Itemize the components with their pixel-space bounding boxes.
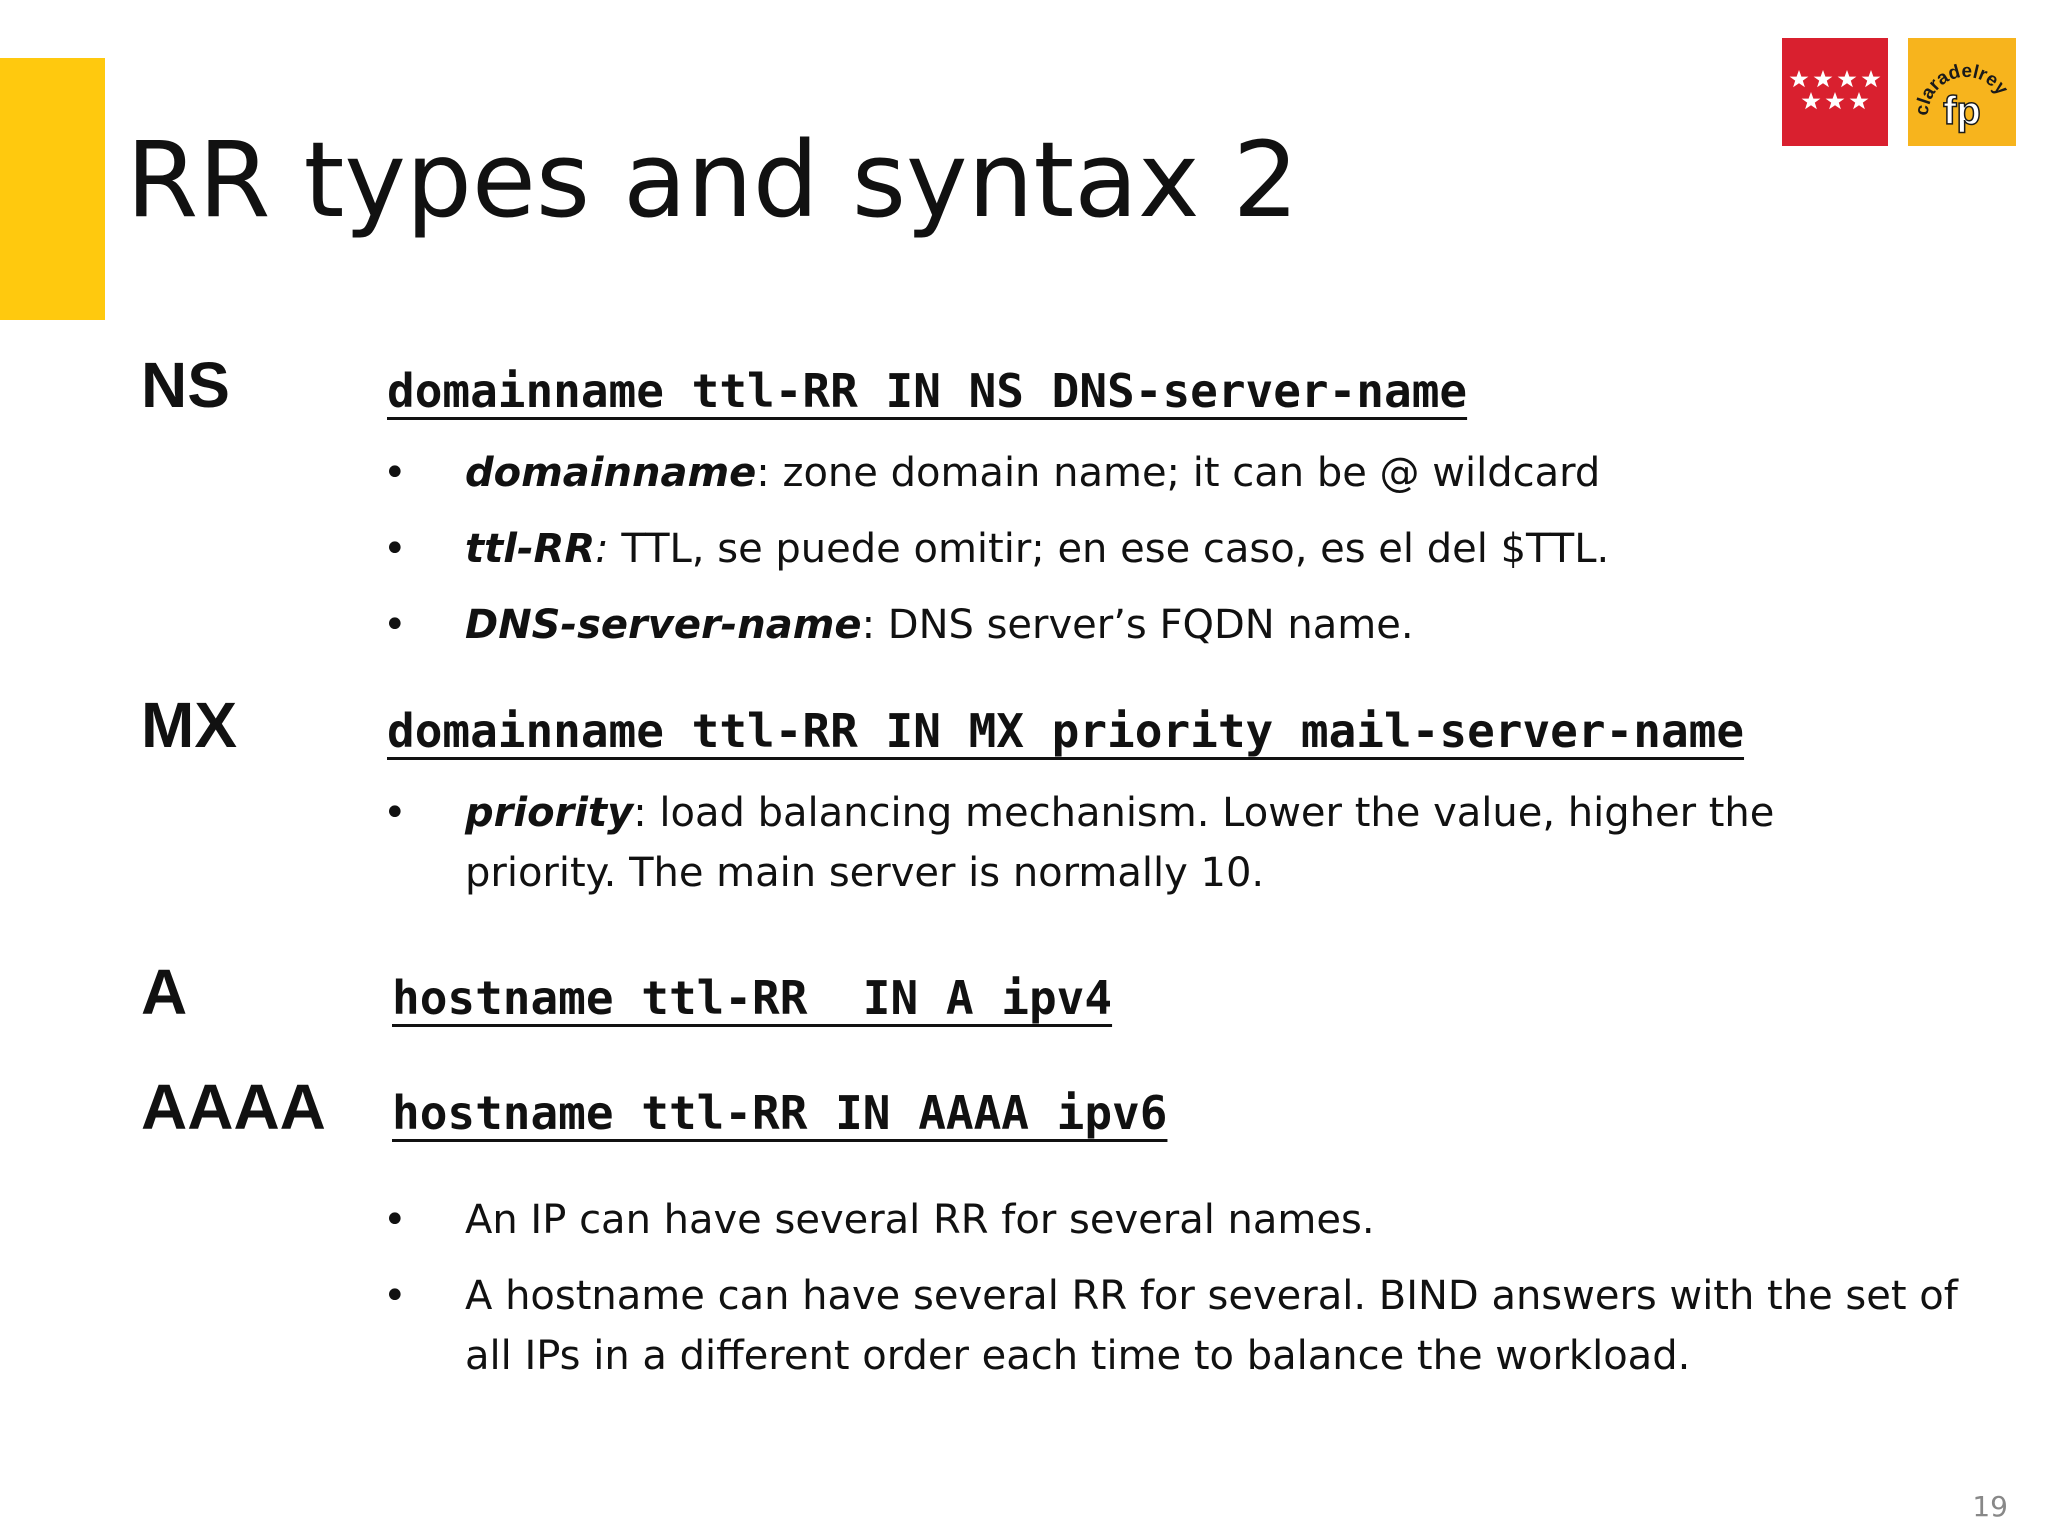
accent-bar (0, 58, 105, 320)
description: An IP can have several RR for several names. (465, 1197, 1375, 1243)
aaaa-syntax: hostname ttl-RR IN AAAA ipv6 (392, 1086, 1168, 1140)
rr-type-mx: MX (141, 689, 237, 761)
separator: : (861, 602, 888, 648)
list-item (383, 1266, 1963, 1386)
bullet-icon: • (383, 450, 407, 496)
slide-title: RR types and syntax 2 (126, 119, 1299, 241)
bullet-icon: • (383, 790, 407, 836)
logo-fp-mark: fp (1943, 89, 1981, 133)
bullet-icon: • (383, 1197, 407, 1243)
logo-wordmark: claradelrey (1911, 60, 2013, 117)
mx-bullet-list (383, 783, 1843, 919)
bullet-icon: • (383, 602, 407, 648)
term: priority (465, 790, 634, 836)
claradelrey-fp-logo-graphic (1908, 38, 2016, 146)
separator: : (595, 526, 609, 572)
separator: : (633, 790, 660, 836)
term: DNS-server-name (465, 602, 862, 648)
description: A hostname can have several RR for several. BIND answers with the set of all IPs in a different order each time to balance the workload. (465, 1273, 1958, 1379)
claradelrey-fp-logo-icon (1908, 38, 2016, 146)
aaaa-bullet-list (383, 1190, 1963, 1402)
madrid-stars-logo-icon (1782, 38, 1888, 146)
list-item (383, 443, 1609, 503)
term: domainname (465, 450, 757, 496)
rr-type-aaaa: AAAA (141, 1071, 326, 1143)
description: zone domain name; it can be @ wildcard (782, 450, 1601, 496)
separator: : (756, 450, 783, 496)
a-syntax: hostname ttl-RR IN A ipv4 (392, 971, 1113, 1025)
madrid-stars-logo-graphic (1782, 38, 1888, 146)
page-number: 19 (1972, 1490, 2008, 1523)
mx-syntax: domainname ttl-RR IN MX priority mail-server-name (387, 704, 1745, 758)
description: TTL, se puede omitir; en ese caso, es el del $TTL. (608, 526, 1610, 572)
list-item (383, 519, 1609, 579)
list-item (383, 1190, 1963, 1250)
term: ttl-RR (465, 526, 596, 572)
description: DNS server’s FQDN name. (887, 602, 1414, 648)
ns-bullet-list (383, 443, 1609, 671)
rr-type-ns: NS (141, 349, 230, 421)
description: load balancing mechanism. Lower the value, higher the priority. The main server is normally 10. (465, 790, 1775, 896)
bullet-icon: • (383, 1273, 407, 1319)
list-item (383, 595, 1609, 655)
bullet-icon: • (383, 526, 407, 572)
list-item (383, 783, 1843, 903)
ns-syntax: domainname ttl-RR IN NS DNS-server-name (387, 364, 1468, 418)
rr-type-a: A (141, 956, 188, 1028)
